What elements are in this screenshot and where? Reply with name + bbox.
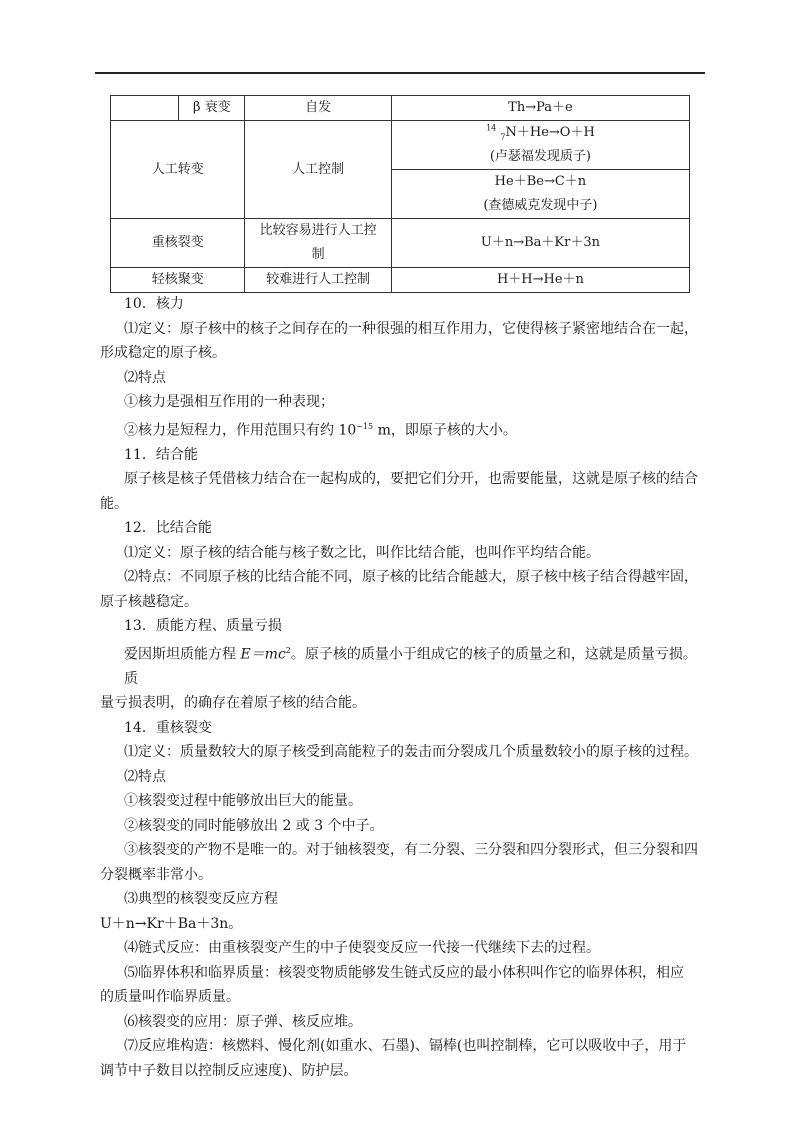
paragraph: ②核裂变的同时能够放出 2 或 3 个中子。: [124, 817, 384, 834]
table-cell-control: 人工控制: [245, 121, 391, 219]
paragraph: ⑵特点: [124, 768, 166, 785]
header-rule: [95, 72, 705, 74]
table-cell-formula: H＋H→He＋n: [391, 268, 689, 293]
nuclear-reaction-table: [110, 95, 690, 293]
formula-note: (卢瑟福发现质子): [489, 149, 591, 164]
table-cell-control: 自发: [245, 96, 391, 121]
table-cell-formula: [391, 121, 689, 170]
paragraph: ⑷链式反应：由重核裂变产生的中子使裂变反应一代接一代继续下去的过程。: [124, 940, 600, 957]
table-cell-formula: [391, 170, 689, 219]
exponent: 2: [285, 645, 291, 655]
formula-text: E＝mc: [240, 646, 286, 663]
paragraph: ⑶典型的核裂变反应方程: [124, 891, 278, 908]
paragraph: ⑹核裂变的应用：原子弹、核反应堆。: [124, 1013, 362, 1030]
table-cell-empty: [111, 96, 179, 121]
paragraph: ①核力是强相互作用的一种表现；: [124, 394, 334, 410]
text-run: m，即原子核的大小。: [373, 422, 517, 439]
table-cell-formula: Th→Pa＋e: [391, 96, 689, 121]
paragraph-continuation: 原子核越稳定。: [100, 593, 198, 610]
table-row: [111, 96, 690, 121]
table-cell-control: [245, 219, 391, 268]
table-row: [111, 219, 690, 268]
paragraph: ①核裂变过程中能够放出巨大的能量。: [124, 793, 362, 810]
paragraph-continuation: 形成稳定的原子核。: [100, 345, 226, 361]
section-heading: 11．结合能: [124, 446, 198, 463]
paragraph: ③核裂变的产物不是唯一的。对于铀核裂变，有二分裂、三分裂和四分裂形式，但三分裂和四: [124, 842, 698, 859]
mass-number: 14: [486, 123, 497, 133]
table-row: [111, 121, 690, 170]
paragraph: [124, 639, 704, 692]
paragraph: ⑴定义：原子核的结合能与核子数之比，叫作比结合能，也叫作平均结合能。: [124, 544, 600, 561]
document-body: [100, 292, 704, 1083]
formula-note: (查德威克发现中子): [483, 198, 598, 213]
table-cell-type: 重核裂变: [111, 219, 245, 268]
section-heading: 10．核力: [124, 296, 184, 312]
table-row: [111, 268, 690, 293]
formula-text: U＋n→Kr＋Ba＋3n。: [100, 915, 243, 932]
text-run: 。原子核的质量小于组成它的核子的质量之和，这就是质量亏损。质: [124, 646, 697, 687]
section-heading: 12．比结合能: [124, 520, 212, 537]
control-text: 制: [311, 247, 325, 262]
section-heading: 13．质能方程、质量亏损: [124, 618, 282, 635]
table-cell-type: 轻核聚变: [111, 268, 245, 293]
paragraph: ⑵特点：不同原子核的比结合能不同，原子核的比结合能越大，原子核中核子结合得越牢固，: [124, 569, 698, 586]
paragraph: 原子核是核子凭借核力结合在一起构成的，要把它们分开，也需要能量，这就是原子核的结合: [124, 471, 698, 488]
paragraph-continuation: 分裂概率非常小。: [100, 866, 212, 883]
paragraph-continuation: 能。: [100, 495, 128, 512]
section-heading: 14．重核裂变: [124, 719, 212, 736]
atomic-number: 7: [500, 132, 506, 142]
paragraph: ⑴定义：质量数较大的原子核受到高能粒子的轰击而分裂成几个质量数较小的原子核的过程。: [124, 744, 698, 761]
table-cell-formula: U＋n→Ba＋Kr＋3n: [391, 219, 689, 268]
formula-text: He＋Be→C＋n: [494, 174, 587, 189]
paragraph-continuation: 调节中子数目以控制反应速度)、防护层。: [100, 1062, 358, 1079]
paragraph: ⑺反应堆构造：核燃料、慢化剂(如重水、石墨)、镉棒(也叫控制棒，它可以吸收中子，用于: [124, 1038, 687, 1055]
paragraph: ⑴定义：原子核中的核子之间存在的一种很强的相互作用力，它使得核子紧密地结合在一起，: [124, 320, 698, 337]
text-run: 爱因斯坦质能方程: [124, 646, 241, 663]
paragraph: ⑵特点: [124, 369, 166, 386]
formula-text: N＋He→O＋H: [505, 125, 595, 140]
table-cell-type: 人工转变: [111, 121, 245, 219]
table-cell-type: β 衰变: [179, 96, 245, 121]
paragraph: ⑸临界体积和临界质量：核裂变物质能够发生链式反应的最小体积叫作它的临界体积，相应: [124, 964, 684, 981]
formula-line: [396, 121, 685, 145]
table-cell-control: 较难进行人工控制: [245, 268, 391, 293]
paragraph-continuation: 量亏损表明，的确存在着原子核的结合能。: [100, 695, 366, 712]
exponent: −15: [356, 421, 374, 431]
control-text: 比较容易进行人工控: [259, 223, 377, 238]
paragraph: [124, 415, 704, 443]
text-run: ②核力是短程力，作用范围只有约 10: [124, 422, 357, 439]
paragraph-continuation: 的质量叫作临界质量。: [100, 989, 240, 1006]
